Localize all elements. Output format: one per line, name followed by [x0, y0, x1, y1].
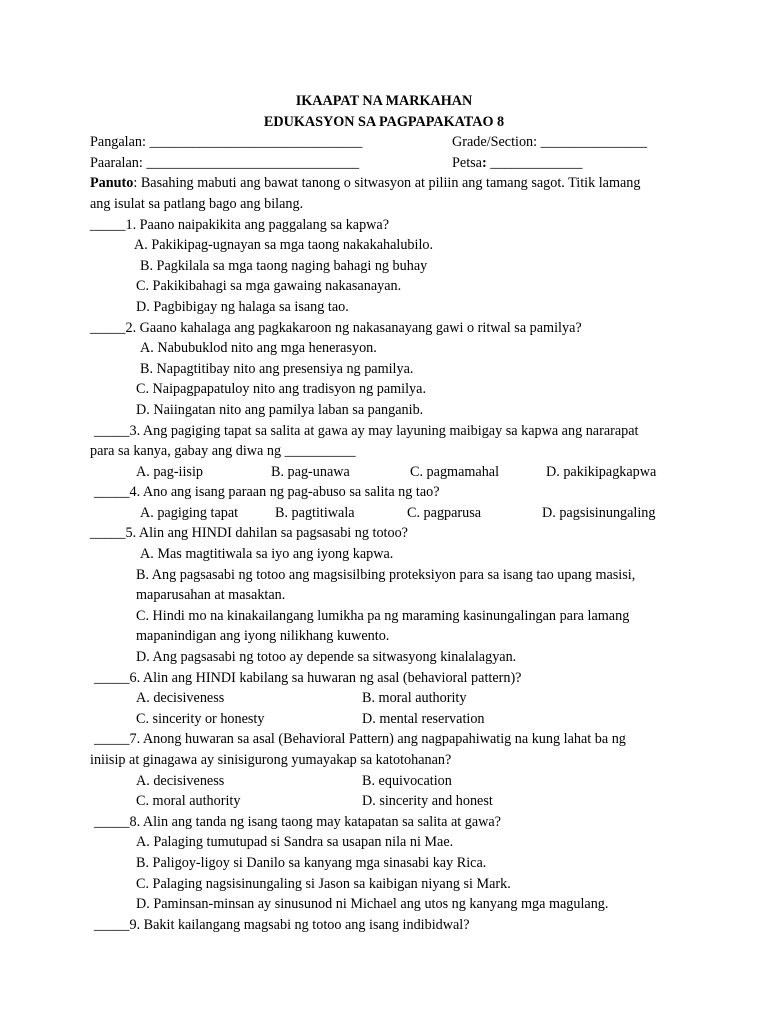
question-6-options-row-1	[90, 688, 690, 709]
question-9-stem: _____9. Bakit kailangang magsabi ng totoo ang isang indibidwal?	[94, 916, 470, 933]
question-7-option-c: C. moral authority	[136, 793, 241, 810]
question-6-option-a: A. decisiveness	[136, 690, 225, 707]
question-7-option-a: A. decisiveness	[136, 772, 225, 789]
instructions-line-2: ang isulat sa patlang bago ang bilang.	[90, 195, 304, 212]
question-4-option-c: C. pagparusa	[407, 504, 482, 521]
question-8-option-b: B. Paligoy-ligoy si Danilo sa kanyang mga sinasabi kay Rica.	[136, 854, 487, 871]
question-2-option-a: A. Nabubuklod nito ang mga henerasyon.	[140, 340, 377, 357]
question-1-stem: _____1. Paano naipakikita ang paggalang sa kapwa?	[90, 216, 390, 233]
school-blank: ______________________________	[146, 154, 360, 171]
question-3-option-a: A. pag-iisip	[136, 463, 203, 480]
question-6-option-b: B. moral authority	[362, 690, 467, 707]
question-4-stem: _____4. Ano ang isang paraan ng pag-abuso sa salita ng tao?	[94, 484, 440, 501]
grade-field	[452, 132, 647, 153]
exam-subject-title: EDUKASYON SA PAGPAPAKATAO 8	[263, 113, 505, 130]
school-label: Paaralan:	[90, 154, 147, 171]
question-6-options-row-2	[90, 709, 690, 730]
question-1-option-c: C. Pakikibahagi sa mga gawaing nakasanayan.	[136, 278, 402, 295]
question-5-option-b: B. Ang pagsasabi ng totoo ang magsisilbing proteksiyon para sa isang tao upang masisi,	[136, 566, 636, 583]
question-6-stem: _____6. Alin ang HINDI kabilang sa huwaran ng asal (behavioral pattern)?	[94, 669, 522, 686]
question-1-option-d: D. Pagbibigay ng halaga sa isang tao.	[136, 298, 349, 315]
question-7-option-b: B. equivocation	[362, 772, 452, 789]
date-field	[452, 153, 582, 174]
question-3-option-b: B. pag-unawa	[271, 463, 350, 480]
name-label: Pangalan:	[90, 134, 150, 151]
question-7-stem-line-1: _____7. Anong huwaran sa asal (Behavioral Pattern) ang nagpapahiwatig na kung lahat ba ng	[94, 731, 626, 748]
name-grade-row	[90, 132, 690, 153]
question-7-options-row-2	[90, 791, 690, 812]
date-colon: :	[481, 154, 487, 171]
question-7-stem-line-2: iniisip at ginagawa ay sinisigurong yumayakap sa katotohanan?	[90, 752, 452, 768]
question-8-option-c: C. Palaging nagsisinungaling si Jason sa kaibigan niyang si Mark.	[136, 875, 511, 892]
question-4-option-b: B. pagtitiwala	[275, 504, 355, 521]
question-1-option-b: B. Pagkilala sa mga taong naging bahagi ng buhay	[140, 257, 428, 274]
question-2-option-c: C. Naipagpapatuloy nito ang tradisyon ng pamilya.	[136, 381, 426, 398]
question-5-option-a: A. Mas magtitiwala sa iyo ang iyong kapwa.	[140, 546, 394, 563]
school-date-row	[90, 153, 690, 174]
question-2-option-d: D. Naiingatan nito ang pamilya laban sa panganib.	[136, 401, 424, 418]
question-5-option-c-cont: mapanindigan ang iyong nilikhang kuwento.	[136, 628, 390, 645]
question-3-option-d: D. pakikipagkapwa	[546, 463, 657, 480]
question-4-options	[90, 503, 690, 524]
date-blank: _____________	[486, 154, 583, 171]
instructions-line-1	[90, 173, 690, 194]
question-6-option-d: D. mental reservation	[362, 710, 485, 727]
question-5-option-d: D. Ang pagsasabi ng totoo ay depende sa sitwasyong kinalalagyan.	[136, 649, 517, 666]
question-3-stem-line-1: _____3. Ang pagiging tapat sa salita at gawa ay may layuning maibigay sa kapwa ang nararapat	[94, 422, 639, 439]
question-3-options	[90, 462, 690, 483]
question-4-option-a: A. pagiging tapat	[140, 504, 239, 521]
question-5-option-c: C. Hindi mo na kinakailangang lumikha pa ng maraming kasinungalingan para lamang	[136, 607, 630, 624]
question-4-option-d: D. pagsisinungaling	[542, 504, 656, 521]
school-field	[90, 153, 359, 174]
question-8-option-a: A. Palaging tumutupad si Sandra sa usapan nila ni Mae.	[136, 834, 454, 851]
question-2-stem: _____2. Gaano kahalaga ang pagkakaroon ng nakasanayang gawi o ritwal sa pamilya?	[90, 319, 582, 336]
question-6-option-c: C. sincerity or honesty	[136, 710, 265, 727]
question-7-options-row-1	[90, 771, 690, 792]
exam-quarter-title: IKAAPAT NA MARKAHAN	[295, 93, 473, 109]
question-8-option-d: D. Paminsan-minsan ay sinusunod ni Michael ang utos ng kanyang mga magulang.	[136, 896, 609, 913]
question-7-option-d: D. sincerity and honest	[362, 793, 493, 810]
date-label: Petsa	[452, 154, 482, 171]
question-5-stem: _____5. Alin ang HINDI dahilan sa pagsasabi ng totoo?	[90, 525, 408, 542]
exam-page	[90, 91, 690, 935]
name-blank: ______________________________	[149, 134, 363, 151]
instructions-label: Panuto	[90, 175, 134, 192]
grade-label: Grade/Section:	[452, 134, 541, 151]
instructions-text-1: : Basahing mabuti ang bawat tanong o sitwasyon at piliin ang tamang sagot. Titik lamang	[133, 175, 641, 192]
name-field	[90, 132, 362, 153]
question-5-option-b-cont: maparusahan at masaktan.	[136, 587, 286, 604]
question-3-option-c: C. pagmamahal	[410, 463, 500, 480]
question-3-stem-line-2: para sa kanya, gabay ang diwa ng __________	[90, 443, 356, 460]
question-8-stem: _____8. Alin ang tanda ng isang taong may katapatan sa salita at gawa?	[94, 813, 501, 830]
question-2-option-b: B. Napagtitibay nito ang presensiya ng pamilya.	[140, 360, 414, 377]
grade-blank: _______________	[540, 134, 648, 151]
question-1-option-a: A. Pakikipag-ugnayan sa mga taong nakakahalubilo.	[134, 237, 434, 254]
